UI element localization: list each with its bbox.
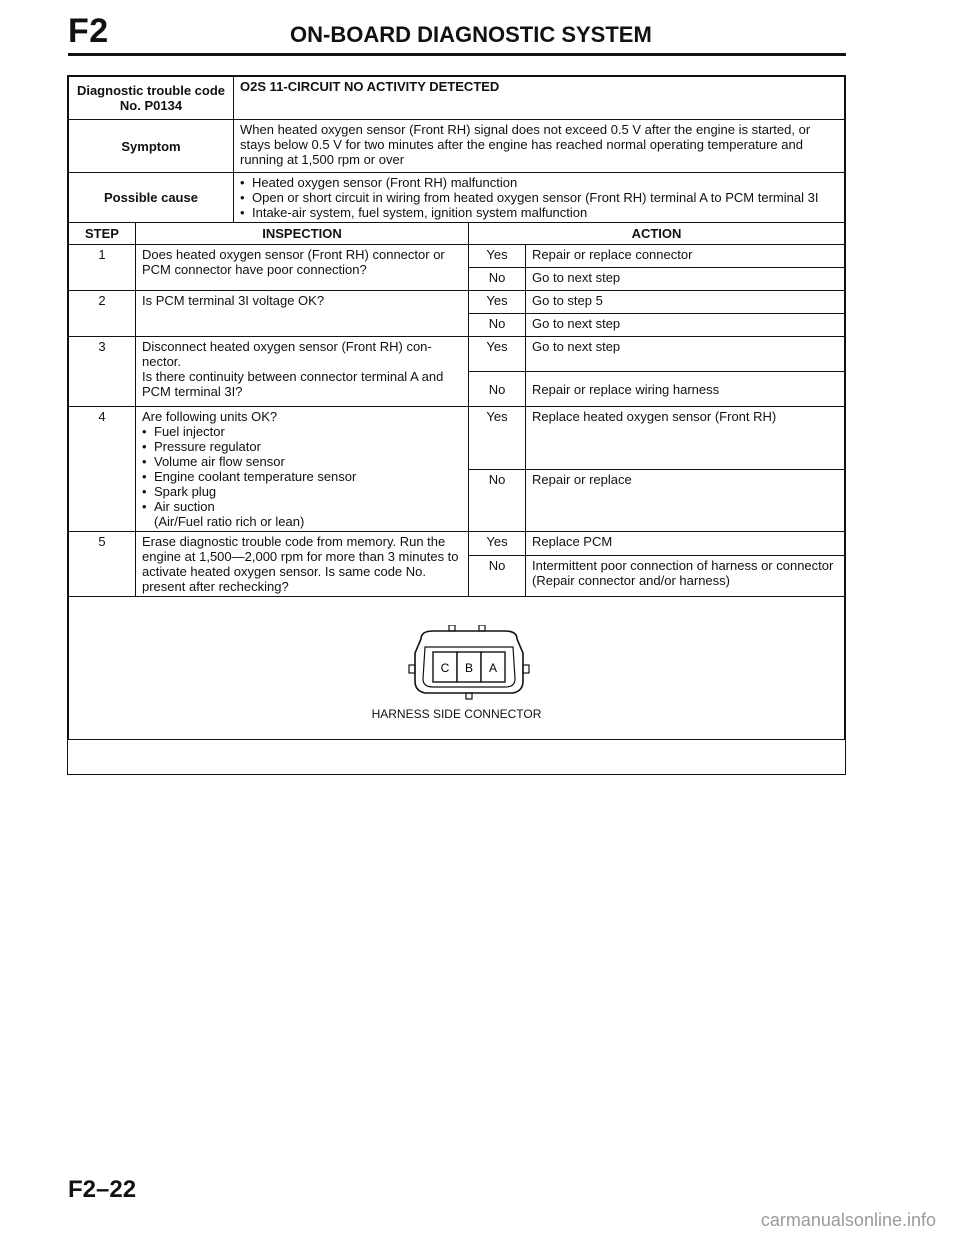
page-number: F2–22	[68, 1176, 137, 1203]
dtc-label: Diagnostic trouble code No. P0134	[69, 77, 234, 120]
diagnostic-frame	[67, 75, 846, 775]
inspection-header: INSPECTION	[136, 223, 469, 245]
symptom-row	[69, 120, 845, 173]
step-header: STEP	[69, 223, 136, 245]
terminal-label: C	[440, 661, 450, 675]
action-line: Intermittent poor connection of harness or connector	[532, 558, 834, 574]
step-inspection	[136, 337, 469, 407]
symptom-text: When heated oxygen sensor (Front RH) signal does not exceed 0.5 V after the engine is started, or stays below 0.5 V for two minutes after the engine has reached normal operating temperature and running at 1,500 rpm or over	[234, 120, 845, 173]
terminal-label: B	[464, 661, 474, 675]
action-yes: Replace PCM	[526, 532, 845, 556]
connector-figure	[69, 597, 844, 739]
answer-no: No	[469, 372, 526, 407]
unit-item: • Pressure regulator	[142, 439, 462, 454]
answer-yes: Yes	[469, 407, 526, 470]
dtc-title: O2S 11-CIRCUIT NO ACTIVITY DETECTED	[234, 77, 845, 120]
action-yes: Repair or replace connector	[526, 245, 845, 268]
dtc-row	[69, 77, 845, 120]
unit-item: • Air suction	[142, 499, 462, 514]
action-no: Repair or replace	[526, 469, 845, 532]
side-tab	[409, 665, 415, 673]
answer-no: No	[469, 556, 526, 597]
info-table	[68, 76, 845, 223]
action-line: (Repair connector and/or harness)	[532, 573, 730, 589]
step-row-yes	[69, 407, 845, 470]
action-no	[526, 556, 845, 597]
page-title: ON-BOARD DIAGNOSTIC SYSTEM	[290, 22, 652, 47]
step-number: 3	[69, 337, 136, 407]
side-tab	[523, 665, 529, 673]
step-inspection: Erase diagnostic trouble code from memory. Run the engine at 1,500—2,000 rpm for more than 3 minutes to activate heated oxygen sensor. Is same code No. present after rechecking?	[136, 532, 469, 597]
answer-no: No	[469, 314, 526, 337]
cause-item: • Intake-air system, fuel system, ignition system malfunction	[240, 205, 838, 220]
action-no: Go to next step	[526, 314, 845, 337]
answer-no: No	[469, 268, 526, 291]
action-yes: Go to next step	[526, 337, 845, 372]
inspection-line: Is there continuity between connector terminal A and PCM terminal 3I?	[142, 369, 444, 399]
bottom-tab	[466, 693, 472, 699]
unit-note: (Air/Fuel ratio rich or lean)	[154, 514, 305, 529]
step-number: 2	[69, 291, 136, 337]
step-row-yes	[69, 291, 845, 314]
step-number: 5	[69, 532, 136, 597]
step-number: 4	[69, 407, 136, 532]
unit-item: • Fuel injector	[142, 424, 462, 439]
action-yes: Go to step 5	[526, 291, 845, 314]
section-code: F2	[68, 12, 109, 50]
unit-item: • Spark plug	[142, 484, 462, 499]
steps-header-row	[69, 223, 845, 245]
figure-cell	[69, 597, 845, 740]
action-no: Repair or replace wiring harness	[526, 372, 845, 407]
latch-tab	[449, 625, 455, 631]
unit-item: • Volume air flow sensor	[142, 454, 462, 469]
step-inspection: Does heated oxygen sensor (Front RH) connector or PCM connector have poor connection?	[136, 245, 469, 291]
cause-item: • Open or short circuit in wiring from heated oxygen sensor (Front RH) terminal A to PCM terminal 3I	[240, 190, 838, 205]
step-inspection: Is PCM terminal 3I voltage OK?	[136, 291, 469, 337]
unit-list	[142, 424, 462, 514]
symptom-label: Symptom	[69, 120, 234, 173]
action-header: ACTION	[469, 223, 845, 245]
header-rule	[68, 53, 846, 56]
inspection-line: Are following units OK?	[142, 409, 278, 424]
harness-connector-diagram	[399, 625, 539, 705]
action-no: Go to next step	[526, 268, 845, 291]
step-inspection	[136, 407, 469, 532]
terminal-label: A	[488, 661, 498, 675]
cause-item: • Heated oxygen sensor (Front RH) malfunction	[240, 175, 838, 190]
latch-tab	[479, 625, 485, 631]
action-yes: Replace heated oxygen sensor (Front RH)	[526, 407, 845, 470]
step-row-yes	[69, 245, 845, 268]
inspection-line: Disconnect heated oxygen sensor (Front RH) con-nector.	[142, 339, 432, 369]
answer-yes: Yes	[469, 532, 526, 556]
figure-caption: HARNESS SIDE CONNECTOR	[371, 707, 542, 721]
cause-row	[69, 173, 845, 223]
step-row-yes	[69, 532, 845, 556]
steps-table	[68, 222, 845, 740]
answer-yes: Yes	[469, 291, 526, 314]
answer-no: No	[469, 469, 526, 532]
answer-yes: Yes	[469, 337, 526, 372]
cause-list-cell	[234, 173, 845, 223]
cause-list	[240, 175, 838, 220]
figure-row	[69, 597, 845, 740]
cause-label: Possible cause	[69, 173, 234, 223]
unit-item: • Engine coolant temperature sensor	[142, 469, 462, 484]
step-row-yes	[69, 337, 845, 372]
step-number: 1	[69, 245, 136, 291]
watermark: carmanualsonline.info	[760, 1210, 936, 1230]
answer-yes: Yes	[469, 245, 526, 268]
